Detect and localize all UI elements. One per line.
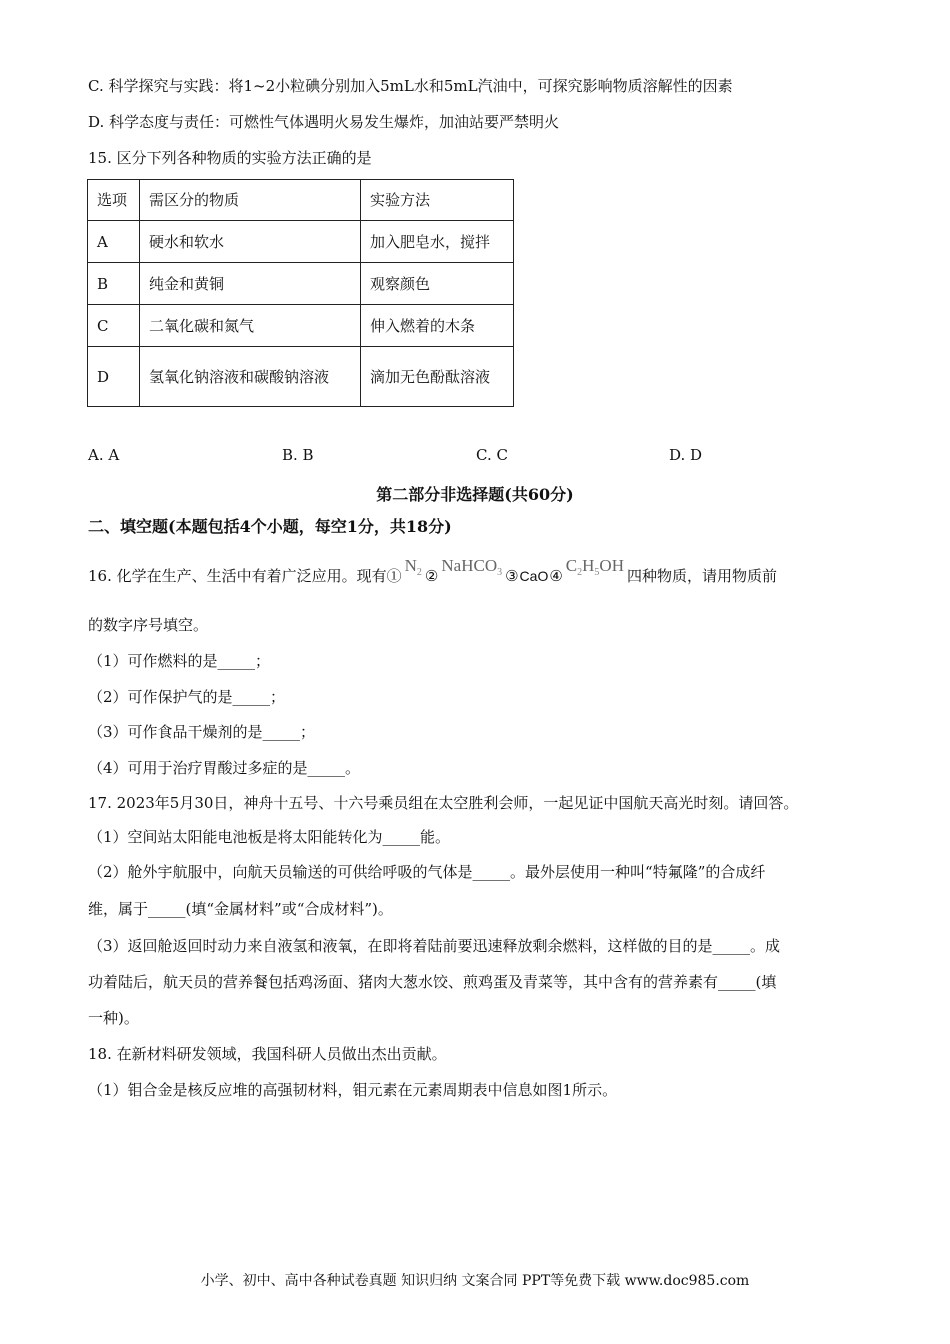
nahco3-subscript: 3 [497, 567, 503, 578]
table-header-row [88, 180, 514, 221]
formula-n2 [404, 556, 422, 578]
table-cell: A [88, 221, 140, 263]
q17-part-2-line-1: （2）舱外宇航服中，向航天员输送的可供给呼吸的气体是_____。最外层使用一种叫“特氟隆”的合成纤 [88, 863, 766, 881]
nahco3-symbol: NaHCO [441, 556, 498, 575]
question-16-continuation: 的数字序号填空。 [88, 616, 209, 634]
formula-nahco3 [441, 556, 503, 578]
table-cell: 滴加无色酚酞溶液 [361, 347, 514, 407]
choice-c[interactable]: C. C [476, 446, 508, 464]
option-c-line: C. 科学探究与实践：将1~2小粒碘分别加入5mL水和5mL汽油中，可探究影响物质溶解性的因素 [88, 77, 733, 95]
table-row [88, 263, 514, 305]
c2h5oh-sub1: 2 [577, 567, 583, 578]
marker-4: ④ [549, 567, 563, 585]
option-d-line: D. 科学态度与责任：可燃性气体遇明火易发生爆炸，加油站要严禁明火 [88, 113, 560, 131]
q16-sub-4: （4）可用于治疗胃酸过多症的是_____。 [88, 759, 361, 777]
table-cell: C [88, 305, 140, 347]
table-cell: 加入肥皂水，搅拌 [361, 221, 514, 263]
marker-2: ② [424, 567, 439, 585]
formula-cao: CaO [519, 568, 549, 584]
q17-part-2-line-2: 维，属于_____(填“金属材料”或“合成材料”)。 [88, 900, 393, 918]
choice-b[interactable]: B. B [282, 446, 314, 464]
q16-sub-2: （2）可作保护气的是_____； [88, 688, 286, 706]
table-cell: 氢氧化钠溶液和碳酸钠溶液 [140, 347, 361, 407]
question-15-table [87, 179, 514, 407]
c2h5oh-h: H [582, 556, 595, 575]
q17-part-3-line-1: （3）返回舱返回时动力来自液氢和液氧，在即将着陆前要迅速释放剩余燃料，这样做的目的是_____。成 [88, 937, 781, 955]
q17-part-1: （1）空间站太阳能电池板是将太阳能转化为_____能。 [88, 828, 451, 846]
choice-a[interactable]: A. A [88, 446, 120, 464]
formula-c2h5oh [565, 556, 624, 578]
table-row [88, 221, 514, 263]
choice-d[interactable]: D. D [669, 446, 703, 464]
q16-prefix: 16. 化学在生产、生活中有着广泛应用。现有① [88, 567, 402, 585]
table-cell: 伸入燃着的木条 [361, 305, 514, 347]
question-18-stem: 18. 在新材料研发领域，我国科研人员做出杰出贡献。 [88, 1045, 447, 1063]
q18-part-1: （1）钼合金是核反应堆的高强韧材料，钼元素在元素周期表中信息如图1所示。 [88, 1081, 618, 1099]
question-15-stem: 15. 区分下列各种物质的实验方法正确的是 [88, 149, 372, 167]
table-cell: B [88, 263, 140, 305]
question-16-stem [88, 556, 777, 593]
section-2-title: 二、填空题(本题包括4个小题，每空1分，共18分) [88, 517, 452, 536]
q16-sub-1: （1）可作燃料的是_____； [88, 652, 271, 670]
table-cell: 二氧化碳和氮气 [140, 305, 361, 347]
q16-suffix: 四种物质，请用物质前 [626, 567, 777, 585]
table-cell: 纯金和黄铜 [140, 263, 361, 305]
n2-symbol: N [404, 556, 417, 575]
page-footer: 小学、初中、高中各种试卷真题 知识归纳 文案合同 PPT等免费下载 www.doc985.com [200, 1273, 750, 1289]
c2h5oh-c: C [565, 556, 578, 575]
table-cell: 观察颜色 [361, 263, 514, 305]
table-header-cell: 选项 [88, 180, 140, 221]
part-2-title: 第二部分非选择题(共60分) [376, 485, 574, 504]
q17-part-3-line-2: 功着陆后，航天员的营养餐包括鸡汤面、猪肉大葱水饺、煎鸡蛋及青菜等，其中含有的营养素有_____(填 [88, 973, 777, 991]
n2-subscript: 2 [416, 567, 422, 578]
q16-sub-3: （3）可作食品干燥剂的是_____； [88, 723, 316, 741]
table-header-cell: 需区分的物质 [140, 180, 361, 221]
table-header-cell: 实验方法 [361, 180, 514, 221]
c2h5oh-sub2: 5 [594, 567, 600, 578]
q17-part-3-line-3: 一种)。 [88, 1009, 139, 1027]
table-row [88, 347, 514, 407]
table-row [88, 305, 514, 347]
table-cell: 硬水和软水 [140, 221, 361, 263]
c2h5oh-oh: OH [599, 556, 624, 575]
table-cell: D [88, 347, 140, 407]
question-17-stem: 17. 2023年5月30日，神舟十五号、十六号乘员组在太空胜利会师，一起见证中国航天高光时刻。请回答。 [88, 794, 799, 812]
marker-3: ③ [505, 567, 519, 585]
